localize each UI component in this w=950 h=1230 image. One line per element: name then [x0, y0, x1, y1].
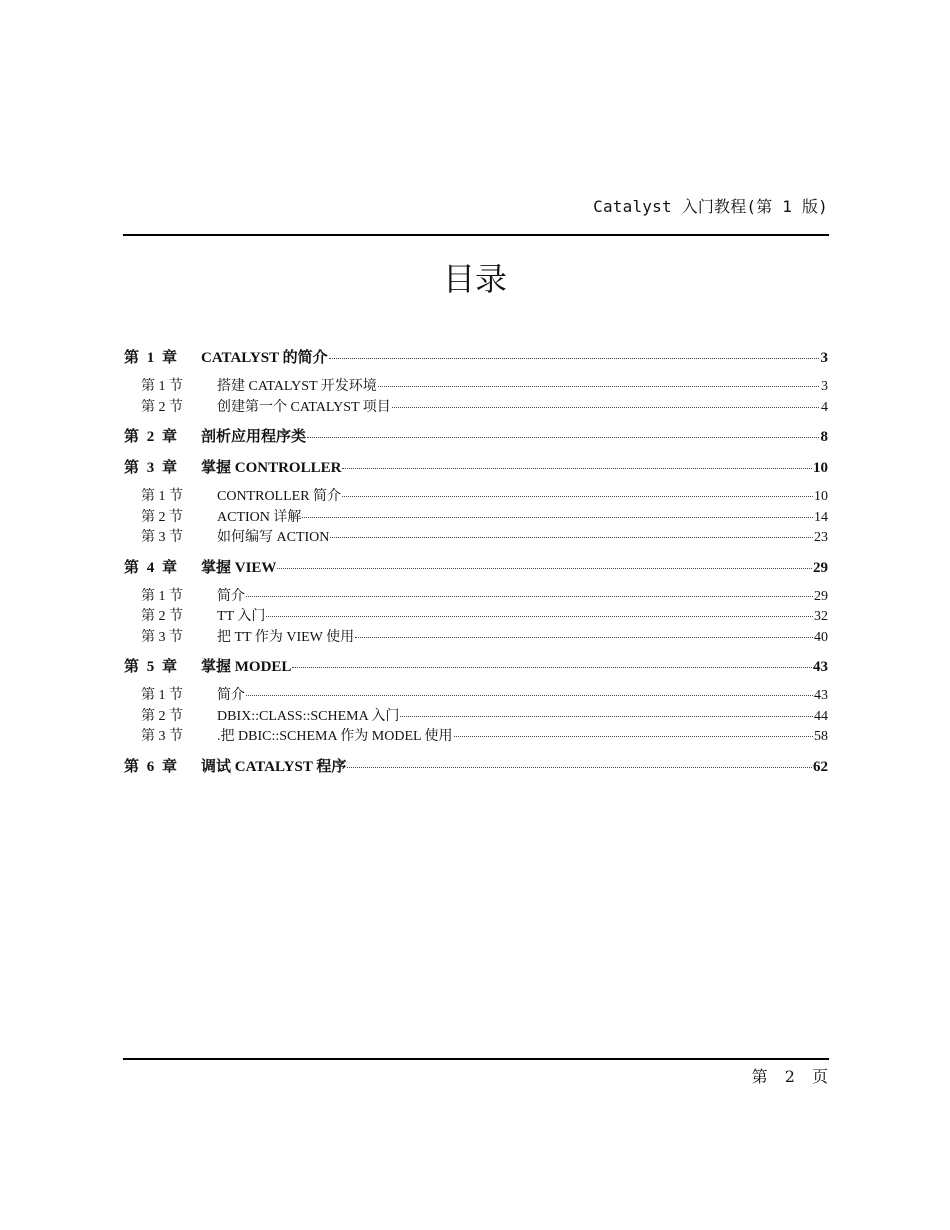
toc-chapter-5[interactable]	[124, 655, 828, 677]
dot-leader	[307, 437, 819, 438]
dot-leader	[246, 695, 813, 696]
toc-section-1-1[interactable]	[124, 375, 828, 396]
toc-section-1-2[interactable]	[124, 396, 828, 417]
dot-leader	[400, 716, 813, 717]
dot-leader	[342, 468, 812, 469]
toc-title: 目录	[442, 260, 507, 298]
toc-section-4-3[interactable]	[124, 626, 828, 647]
page-number: 40	[814, 629, 828, 645]
chapter-title: 掌握 CONTROLLER	[201, 460, 342, 476]
section-title: TT 入门	[217, 609, 266, 624]
table-of-contents	[124, 346, 828, 784]
page-number: 44	[814, 708, 828, 724]
page-number: 8	[820, 429, 828, 445]
footer-rule	[123, 1058, 829, 1060]
page-number: 3	[821, 379, 828, 394]
dot-leader	[266, 616, 813, 617]
chapter-title: CATALYST 的简介	[201, 350, 328, 366]
dot-leader	[277, 568, 812, 569]
section-number: 第 3 节	[141, 729, 183, 744]
section-number: 第 3 节	[141, 629, 183, 645]
page-number: 23	[814, 530, 828, 545]
page-footer: 第 2 页	[751, 1067, 828, 1086]
toc-chapter-4[interactable]	[124, 556, 828, 578]
page-number: 43	[814, 688, 828, 703]
section-title: 如何编写 ACTION	[217, 530, 330, 545]
chapter-title: 调试 CATALYST 程序	[201, 758, 347, 775]
section-title: ACTION 详解	[217, 509, 302, 525]
section-number: 第 1 节	[141, 688, 183, 703]
section-title: 简介	[217, 588, 245, 604]
section-number: 第 2 节	[141, 708, 183, 724]
chapter-title: 剖析应用程序类	[201, 429, 307, 445]
header-rule	[123, 234, 829, 236]
section-number: 第 1 节	[141, 489, 183, 504]
page-number: 43	[813, 659, 828, 675]
chapter-number: 第 1 章	[124, 350, 180, 366]
section-number: 第 2 节	[141, 509, 183, 525]
running-header: Catalyst 入门教程(第 1 版)	[593, 197, 828, 216]
toc-section-3-3[interactable]	[124, 526, 828, 547]
page-number: 29	[813, 559, 828, 576]
section-title: 搭建 CATALYST 开发环境	[217, 379, 377, 394]
dot-leader	[347, 767, 812, 768]
page-number: 32	[814, 609, 828, 624]
chapter-number: 第 3 章	[124, 460, 180, 476]
page-number: 62	[813, 758, 828, 775]
dot-leader	[292, 667, 812, 668]
dot-leader	[392, 407, 819, 408]
dot-leader	[302, 517, 813, 518]
page-number: 14	[814, 509, 828, 525]
page-number: 58	[814, 729, 828, 744]
section-number: 第 2 节	[141, 399, 183, 415]
toc-section-5-2[interactable]	[124, 705, 828, 726]
toc-chapter-2[interactable]	[124, 425, 828, 447]
section-title: 把 TT 作为 VIEW 使用	[217, 629, 355, 645]
section-number: 第 1 节	[141, 588, 183, 604]
dot-leader	[378, 386, 819, 387]
section-title: 简介	[217, 688, 245, 703]
page-number: 4	[821, 399, 828, 415]
page-number: 29	[814, 588, 828, 604]
toc-section-3-2[interactable]	[124, 506, 828, 527]
toc-section-3-1[interactable]	[124, 485, 828, 506]
section-number: 第 2 节	[141, 609, 183, 624]
section-title: 创建第一个 CATALYST 项目	[217, 399, 391, 415]
dot-leader	[246, 596, 813, 597]
section-number: 第 3 节	[141, 530, 183, 545]
toc-chapter-6[interactable]	[124, 755, 828, 777]
chapter-number: 第 2 章	[124, 429, 180, 445]
chapter-number: 第 4 章	[124, 559, 180, 576]
dot-leader	[355, 637, 813, 638]
section-title: DBIX::CLASS::SCHEMA 入门	[217, 708, 400, 724]
section-title: CONTROLLER 简介	[217, 489, 342, 504]
toc-section-4-1[interactable]	[124, 585, 828, 606]
toc-section-5-3[interactable]	[124, 725, 828, 746]
toc-chapter-3[interactable]	[124, 456, 828, 478]
dot-leader	[330, 537, 813, 538]
page-number: 3	[820, 350, 828, 366]
toc-chapter-1[interactable]	[124, 346, 828, 368]
dot-leader	[454, 736, 813, 737]
dot-leader	[329, 358, 819, 359]
toc-section-4-2[interactable]	[124, 605, 828, 626]
toc-section-5-1[interactable]	[124, 684, 828, 705]
section-title: .把 DBIC::SCHEMA 作为 MODEL 使用	[217, 729, 453, 744]
chapter-title: 掌握 VIEW	[201, 559, 277, 576]
dot-leader	[342, 496, 813, 497]
section-number: 第 1 节	[141, 379, 183, 394]
chapter-title: 掌握 MODEL	[201, 659, 292, 675]
chapter-number: 第 5 章	[124, 659, 180, 675]
page-number: 10	[814, 489, 828, 504]
chapter-number: 第 6 章	[124, 758, 180, 775]
page-number: 10	[813, 460, 828, 476]
